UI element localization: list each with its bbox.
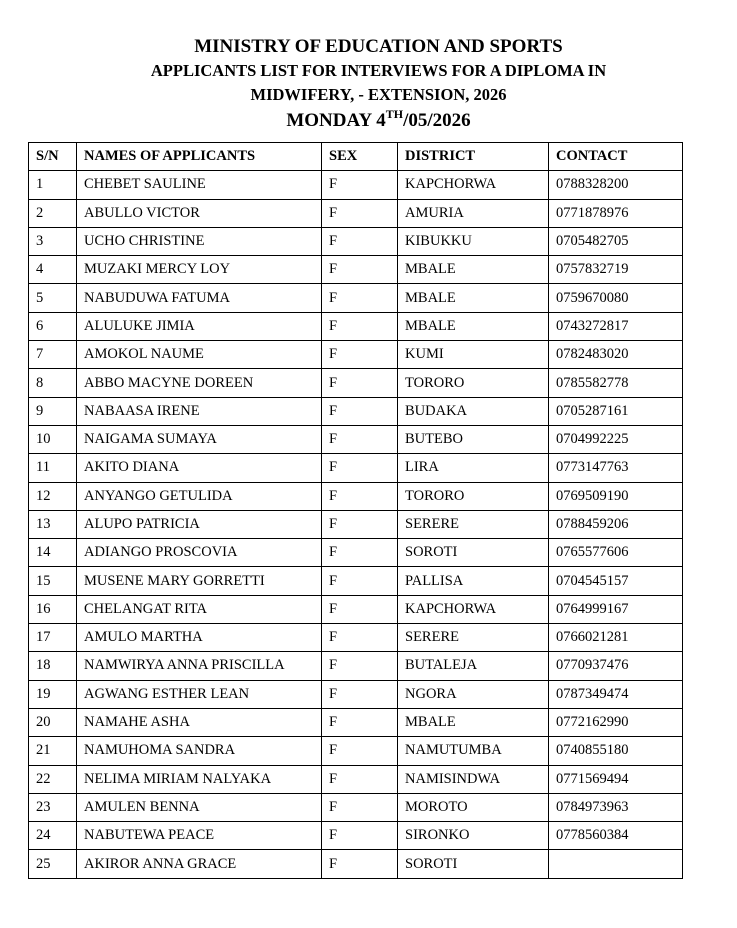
sn-cell: 2 <box>29 199 77 227</box>
sn-cell: 6 <box>29 312 77 340</box>
district-cell: KAPCHORWA <box>398 595 549 623</box>
contact-cell: 0764999167 <box>549 595 683 623</box>
applicant-rows <box>29 171 683 878</box>
district-cell: KAPCHORWA <box>398 171 549 199</box>
contact-cell: 0770937476 <box>549 652 683 680</box>
name-cell: UCHO CHRISTINE <box>77 227 322 255</box>
table-row <box>29 510 683 538</box>
name-cell: AMULEN BENNA <box>77 793 322 821</box>
ministry-title: MINISTRY OF EDUCATION AND SPORTS <box>194 36 563 57</box>
table-row <box>29 822 683 850</box>
district-cell: TORORO <box>398 482 549 510</box>
sex-cell: F <box>322 737 398 765</box>
contact-cell: 0759670080 <box>549 284 683 312</box>
date-prefix: MONDAY 4 <box>286 110 386 131</box>
sn-cell: 12 <box>29 482 77 510</box>
district-cell: KUMI <box>398 341 549 369</box>
contact-cell: 0765577606 <box>549 539 683 567</box>
district-cell: SERERE <box>398 624 549 652</box>
district-cell: BUTALEJA <box>398 652 549 680</box>
table-row <box>29 624 683 652</box>
sex-cell: F <box>322 482 398 510</box>
sn-cell: 8 <box>29 369 77 397</box>
contact-cell: 0771878976 <box>549 199 683 227</box>
date-suffix: /05/2026 <box>403 110 471 131</box>
table-row <box>29 341 683 369</box>
name-cell: CHEBET SAULINE <box>77 171 322 199</box>
sn-cell: 13 <box>29 510 77 538</box>
sn-cell: 17 <box>29 624 77 652</box>
name-cell: NABUDUWA FATUMA <box>77 284 322 312</box>
sn-cell: 16 <box>29 595 77 623</box>
name-cell: MUZAKI MERCY LOY <box>77 256 322 284</box>
sex-cell: F <box>322 171 398 199</box>
table-row <box>29 454 683 482</box>
name-cell: MUSENE MARY GORRETTI <box>77 567 322 595</box>
table-row <box>29 171 683 199</box>
name-cell: CHELANGAT RITA <box>77 595 322 623</box>
district-cell: MOROTO <box>398 793 549 821</box>
sn-cell: 18 <box>29 652 77 680</box>
interview-date <box>0 107 737 135</box>
contact-cell: 0773147763 <box>549 454 683 482</box>
table-row <box>29 284 683 312</box>
district-cell: BUDAKA <box>398 397 549 425</box>
contact-cell: 0704992225 <box>549 425 683 453</box>
contact-cell: 0705287161 <box>549 397 683 425</box>
sex-cell: F <box>322 341 398 369</box>
district-cell: SOROTI <box>398 850 549 878</box>
table-row <box>29 425 683 453</box>
contact-cell: 0784973963 <box>549 793 683 821</box>
sex-cell: F <box>322 369 398 397</box>
sex-cell: F <box>322 793 398 821</box>
contact-cell <box>549 850 683 878</box>
sex-cell: F <box>322 397 398 425</box>
column-header-sex: SEX <box>322 143 398 171</box>
name-cell: AGWANG ESTHER LEAN <box>77 680 322 708</box>
name-cell: AKITO DIANA <box>77 454 322 482</box>
contact-cell: 0778560384 <box>549 822 683 850</box>
district-cell: MBALE <box>398 256 549 284</box>
name-cell: NAMWIRYA ANNA PRISCILLA <box>77 652 322 680</box>
sex-cell: F <box>322 765 398 793</box>
sn-cell: 7 <box>29 341 77 369</box>
sn-cell: 10 <box>29 425 77 453</box>
column-header-sn: S/N <box>29 143 77 171</box>
sn-cell: 20 <box>29 708 77 736</box>
district-cell: MBALE <box>398 708 549 736</box>
column-header-name: NAMES OF APPLICANTS <box>77 143 322 171</box>
sex-cell: F <box>322 256 398 284</box>
table-row <box>29 397 683 425</box>
contact-cell: 0782483020 <box>549 341 683 369</box>
sn-cell: 5 <box>29 284 77 312</box>
list-title-line-2: MIDWIFERY, - EXTENSION, 2026 <box>250 85 507 104</box>
sex-cell: F <box>322 680 398 708</box>
sex-cell: F <box>322 822 398 850</box>
sex-cell: F <box>322 425 398 453</box>
sex-cell: F <box>322 284 398 312</box>
sex-cell: F <box>322 708 398 736</box>
name-cell: ANYANGO GETULIDA <box>77 482 322 510</box>
district-cell: NAMUTUMBA <box>398 737 549 765</box>
sex-cell: F <box>322 624 398 652</box>
name-cell: ABULLO VICTOR <box>77 199 322 227</box>
sn-cell: 14 <box>29 539 77 567</box>
table-row <box>29 708 683 736</box>
name-cell: AMOKOL NAUME <box>77 341 322 369</box>
sn-cell: 1 <box>29 171 77 199</box>
sn-cell: 21 <box>29 737 77 765</box>
contact-cell: 0743272817 <box>549 312 683 340</box>
sex-cell: F <box>322 567 398 595</box>
sex-cell: F <box>322 227 398 255</box>
sex-cell: F <box>322 539 398 567</box>
sex-cell: F <box>322 510 398 538</box>
district-cell: PALLISA <box>398 567 549 595</box>
name-cell: ALUPO PATRICIA <box>77 510 322 538</box>
district-cell: NGORA <box>398 680 549 708</box>
contact-cell: 0766021281 <box>549 624 683 652</box>
name-cell: NABUTEWA PEACE <box>77 822 322 850</box>
table-row <box>29 482 683 510</box>
contact-cell: 0769509190 <box>549 482 683 510</box>
table-row <box>29 256 683 284</box>
contact-cell: 0704545157 <box>549 567 683 595</box>
district-cell: LIRA <box>398 454 549 482</box>
name-cell: NAMAHE ASHA <box>77 708 322 736</box>
sn-cell: 25 <box>29 850 77 878</box>
date-superscript: TH <box>385 106 404 121</box>
table-row <box>29 652 683 680</box>
applicants-table <box>28 142 683 879</box>
table-row <box>29 850 683 878</box>
contact-cell: 0740855180 <box>549 737 683 765</box>
contact-cell: 0785582778 <box>549 369 683 397</box>
contact-cell: 0771569494 <box>549 765 683 793</box>
contact-cell: 0787349474 <box>549 680 683 708</box>
sn-cell: 23 <box>29 793 77 821</box>
sex-cell: F <box>322 199 398 227</box>
name-cell: NAIGAMA SUMAYA <box>77 425 322 453</box>
sex-cell: F <box>322 454 398 482</box>
district-cell: NAMISINDWA <box>398 765 549 793</box>
name-cell: NABAASA IRENE <box>77 397 322 425</box>
district-cell: KIBUKKU <box>398 227 549 255</box>
district-cell: SOROTI <box>398 539 549 567</box>
contact-cell: 0788459206 <box>549 510 683 538</box>
district-cell: AMURIA <box>398 199 549 227</box>
sex-cell: F <box>322 312 398 340</box>
table-row <box>29 199 683 227</box>
name-cell: ABBO MACYNE DOREEN <box>77 369 322 397</box>
sn-cell: 11 <box>29 454 77 482</box>
table-row <box>29 737 683 765</box>
table-row <box>29 369 683 397</box>
sn-cell: 9 <box>29 397 77 425</box>
name-cell: ALULUKE JIMIA <box>77 312 322 340</box>
district-cell: TORORO <box>398 369 549 397</box>
sn-cell: 22 <box>29 765 77 793</box>
table-row <box>29 595 683 623</box>
district-cell: MBALE <box>398 284 549 312</box>
contact-cell: 0772162990 <box>549 708 683 736</box>
contact-cell: 0788328200 <box>549 171 683 199</box>
table-header-row <box>29 143 683 171</box>
list-title-line-1: APPLICANTS LIST FOR INTERVIEWS FOR A DIPLOMA IN <box>150 61 607 80</box>
table-row <box>29 567 683 595</box>
district-cell: SERERE <box>398 510 549 538</box>
table-row <box>29 312 683 340</box>
district-cell: SIRONKO <box>398 822 549 850</box>
table-row <box>29 539 683 567</box>
sn-cell: 3 <box>29 227 77 255</box>
sn-cell: 4 <box>29 256 77 284</box>
name-cell: NELIMA MIRIAM NALYAKA <box>77 765 322 793</box>
sex-cell: F <box>322 652 398 680</box>
sn-cell: 15 <box>29 567 77 595</box>
contact-cell: 0757832719 <box>549 256 683 284</box>
table-row <box>29 227 683 255</box>
table-row <box>29 765 683 793</box>
sn-cell: 24 <box>29 822 77 850</box>
table-row <box>29 793 683 821</box>
name-cell: AMULO MARTHA <box>77 624 322 652</box>
sex-cell: F <box>322 595 398 623</box>
table-row <box>29 680 683 708</box>
sex-cell: F <box>322 850 398 878</box>
district-cell: MBALE <box>398 312 549 340</box>
document-header <box>0 35 737 135</box>
contact-cell: 0705482705 <box>549 227 683 255</box>
district-cell: BUTEBO <box>398 425 549 453</box>
name-cell: ADIANGO PROSCOVIA <box>77 539 322 567</box>
name-cell: AKIROR ANNA GRACE <box>77 850 322 878</box>
column-header-district: DISTRICT <box>398 143 549 171</box>
column-header-contact: CONTACT <box>549 143 683 171</box>
name-cell: NAMUHOMA SANDRA <box>77 737 322 765</box>
sn-cell: 19 <box>29 680 77 708</box>
